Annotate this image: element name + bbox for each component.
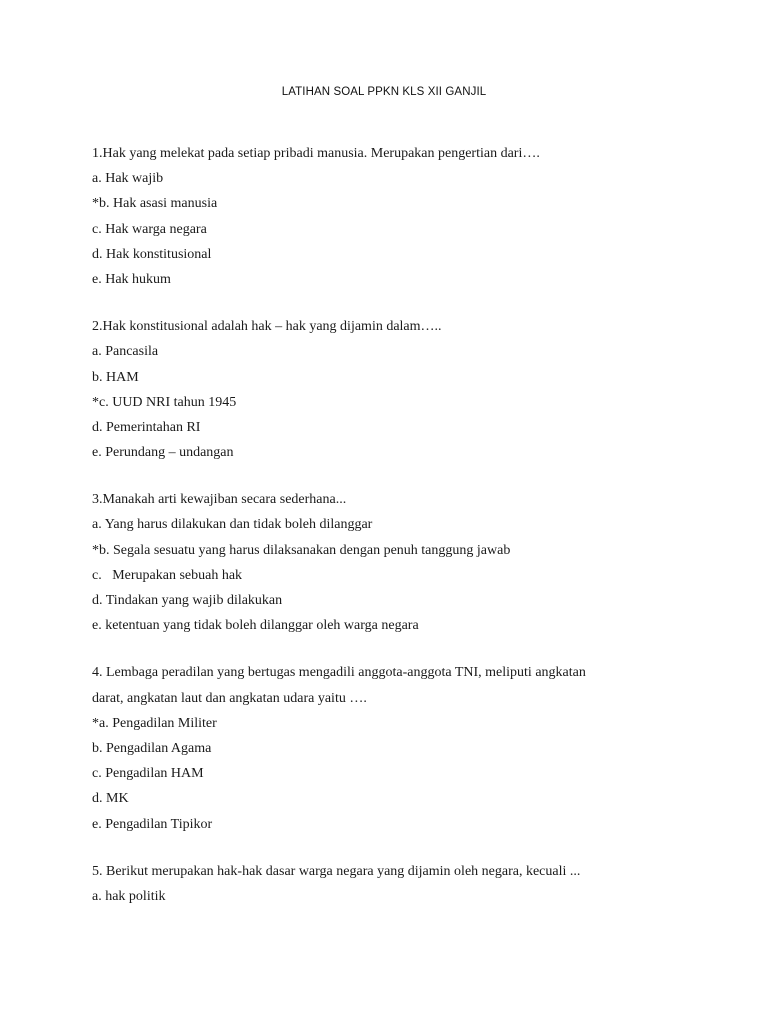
- question-3-option-d: d. Tindakan yang wajib dilakukan: [92, 593, 283, 608]
- question-2-option-d: d. Pemerintahan RI: [92, 419, 201, 435]
- question-5: [92, 859, 692, 909]
- question-2-option-e: e. Perundang – undangan: [92, 445, 234, 461]
- question-list: [92, 141, 692, 931]
- question-2-option-a: a. Pancasila: [92, 344, 159, 360]
- question-3-option-a: a. Yang harus dilakukan dan tidak boleh dilanggar: [92, 517, 373, 533]
- question-4-option-b: b. Pengadilan Agama: [92, 740, 212, 756]
- question-1: [92, 141, 692, 292]
- question-3: [92, 487, 692, 638]
- question-2-stem: 2.Hak konstitusional adalah hak – hak yang dijamin dalam…..: [92, 319, 442, 335]
- question-1-option-c: c. Hak warga negara: [92, 221, 207, 237]
- question-4-stem-line-2: darat, angkatan laut dan angkatan udara yaitu ….: [92, 690, 367, 706]
- question-2-option-b: b. HAM: [92, 369, 139, 385]
- question-3-stem: 3.Manakah arti kewajiban secara sederhana...: [92, 492, 347, 508]
- question-3-option-e: e. ketentuan yang tidak boleh dilanggar oleh warga negara: [92, 618, 419, 634]
- question-1-option-b: *b. Hak asasi manusia: [92, 196, 218, 212]
- question-4-stem-line-1: 4. Lembaga peradilan yang bertugas mengadili anggota-anggota TNI, meliputi angkatan: [92, 665, 586, 681]
- question-5-option-a: a. hak politik: [92, 888, 166, 904]
- question-1-option-e: e. Hak hukum: [92, 271, 171, 287]
- document-title: LATIHAN SOAL PPKN KLS XII GANJIL: [281, 86, 487, 98]
- question-1-stem: 1.Hak yang melekat pada setiap pribadi manusia. Merupakan pengertian dari….: [92, 146, 540, 161]
- question-2-option-c: *c. UUD NRI tahun 1945: [92, 394, 237, 410]
- question-4: [92, 660, 692, 836]
- question-1-option-d: d. Hak konstitusional: [92, 246, 212, 262]
- question-4-option-a: *a. Pengadilan Militer: [92, 715, 217, 731]
- question-3-option-b: *b. Segala sesuatu yang harus dilaksanakan dengan penuh tanggung jawab: [92, 542, 511, 558]
- question-2: [92, 314, 692, 465]
- question-4-option-d: d. MK: [92, 791, 129, 807]
- question-4-option-c: c. Pengadilan HAM: [92, 766, 204, 782]
- question-3-option-c: c. Merupakan sebuah hak: [92, 567, 243, 583]
- question-1-option-a: a. Hak wajib: [92, 171, 164, 187]
- question-5-stem: 5. Berikut merupakan hak-hak dasar warga negara yang dijamin oleh negara, kecuali ...: [92, 863, 581, 879]
- question-4-option-e: e. Pengadilan Tipikor: [92, 816, 213, 832]
